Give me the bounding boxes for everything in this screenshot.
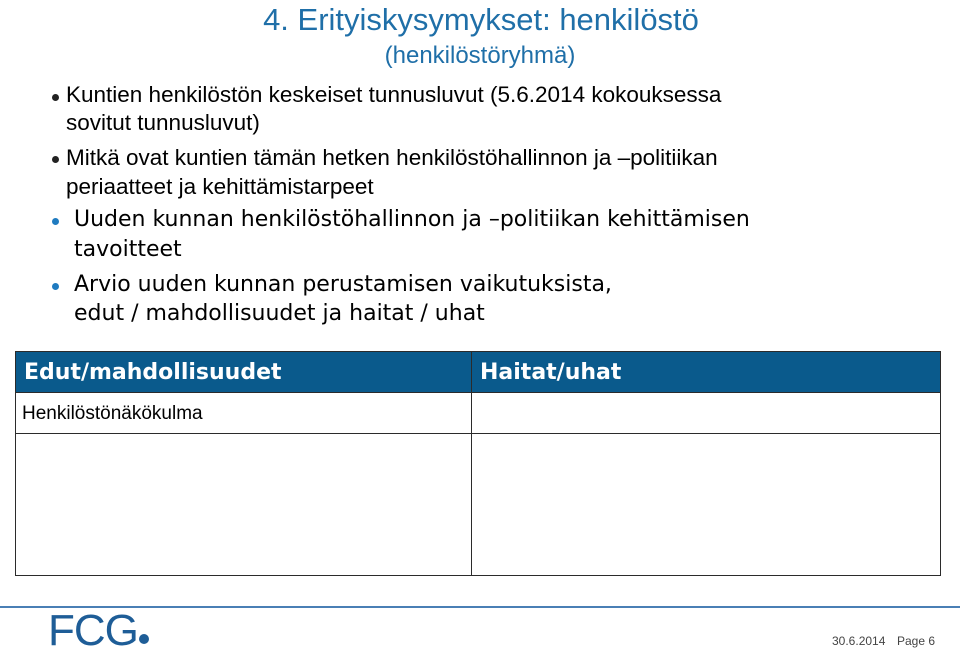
pros-cell <box>16 434 472 576</box>
bullet-dot-icon <box>52 218 59 225</box>
pros-cons-table <box>15 351 941 576</box>
slide-title: 4. Erityiskysymykset: henkilöstö <box>263 2 699 37</box>
table-row <box>16 434 941 576</box>
bullet-line: edut / mahdollisuudet ja haitat / uhat <box>74 301 485 326</box>
footer-divider <box>0 606 960 608</box>
perspective-label: Henkilöstönäkökulma <box>16 393 472 434</box>
cons-header: Haitat/uhat <box>472 352 941 393</box>
footer-date: 30.6.2014 <box>832 634 886 648</box>
table-subheader-row <box>16 393 941 434</box>
logo-dot-icon <box>139 634 149 644</box>
bullet-line: Uuden kunnan henkilöstöhallinnon ja –politiikan kehittämisen <box>74 207 750 232</box>
empty-cell <box>472 393 941 434</box>
slide-subtitle: (henkilöstöryhmä) <box>384 42 576 69</box>
bullet-dot-icon <box>52 283 59 290</box>
cons-cell <box>472 434 941 576</box>
bullet-line: Arvio uuden kunnan perustamisen vaikutuksista, <box>74 272 612 297</box>
page-number: Page 6 <box>897 634 936 648</box>
bullet-line: sovitut tunnusluvut) <box>66 110 260 135</box>
fcg-logo: FCG <box>48 606 138 655</box>
bullet-line: Kuntien henkilöstön keskeiset tunnusluvut (5.6.2014 kokouksessa <box>66 82 722 107</box>
pros-header: Edut/mahdollisuudet <box>16 352 472 393</box>
bullet-line: tavoitteet <box>74 237 182 262</box>
bullet-dot-icon <box>52 156 59 163</box>
bullet-line: periaatteet ja kehittämistarpeet <box>66 174 374 199</box>
bullet-line: Mitkä ovat kuntien tämän hetken henkilöstöhallinnon ja –politiikan <box>66 145 718 170</box>
table-header-row <box>16 352 941 393</box>
bullet-dot-icon <box>52 94 59 101</box>
